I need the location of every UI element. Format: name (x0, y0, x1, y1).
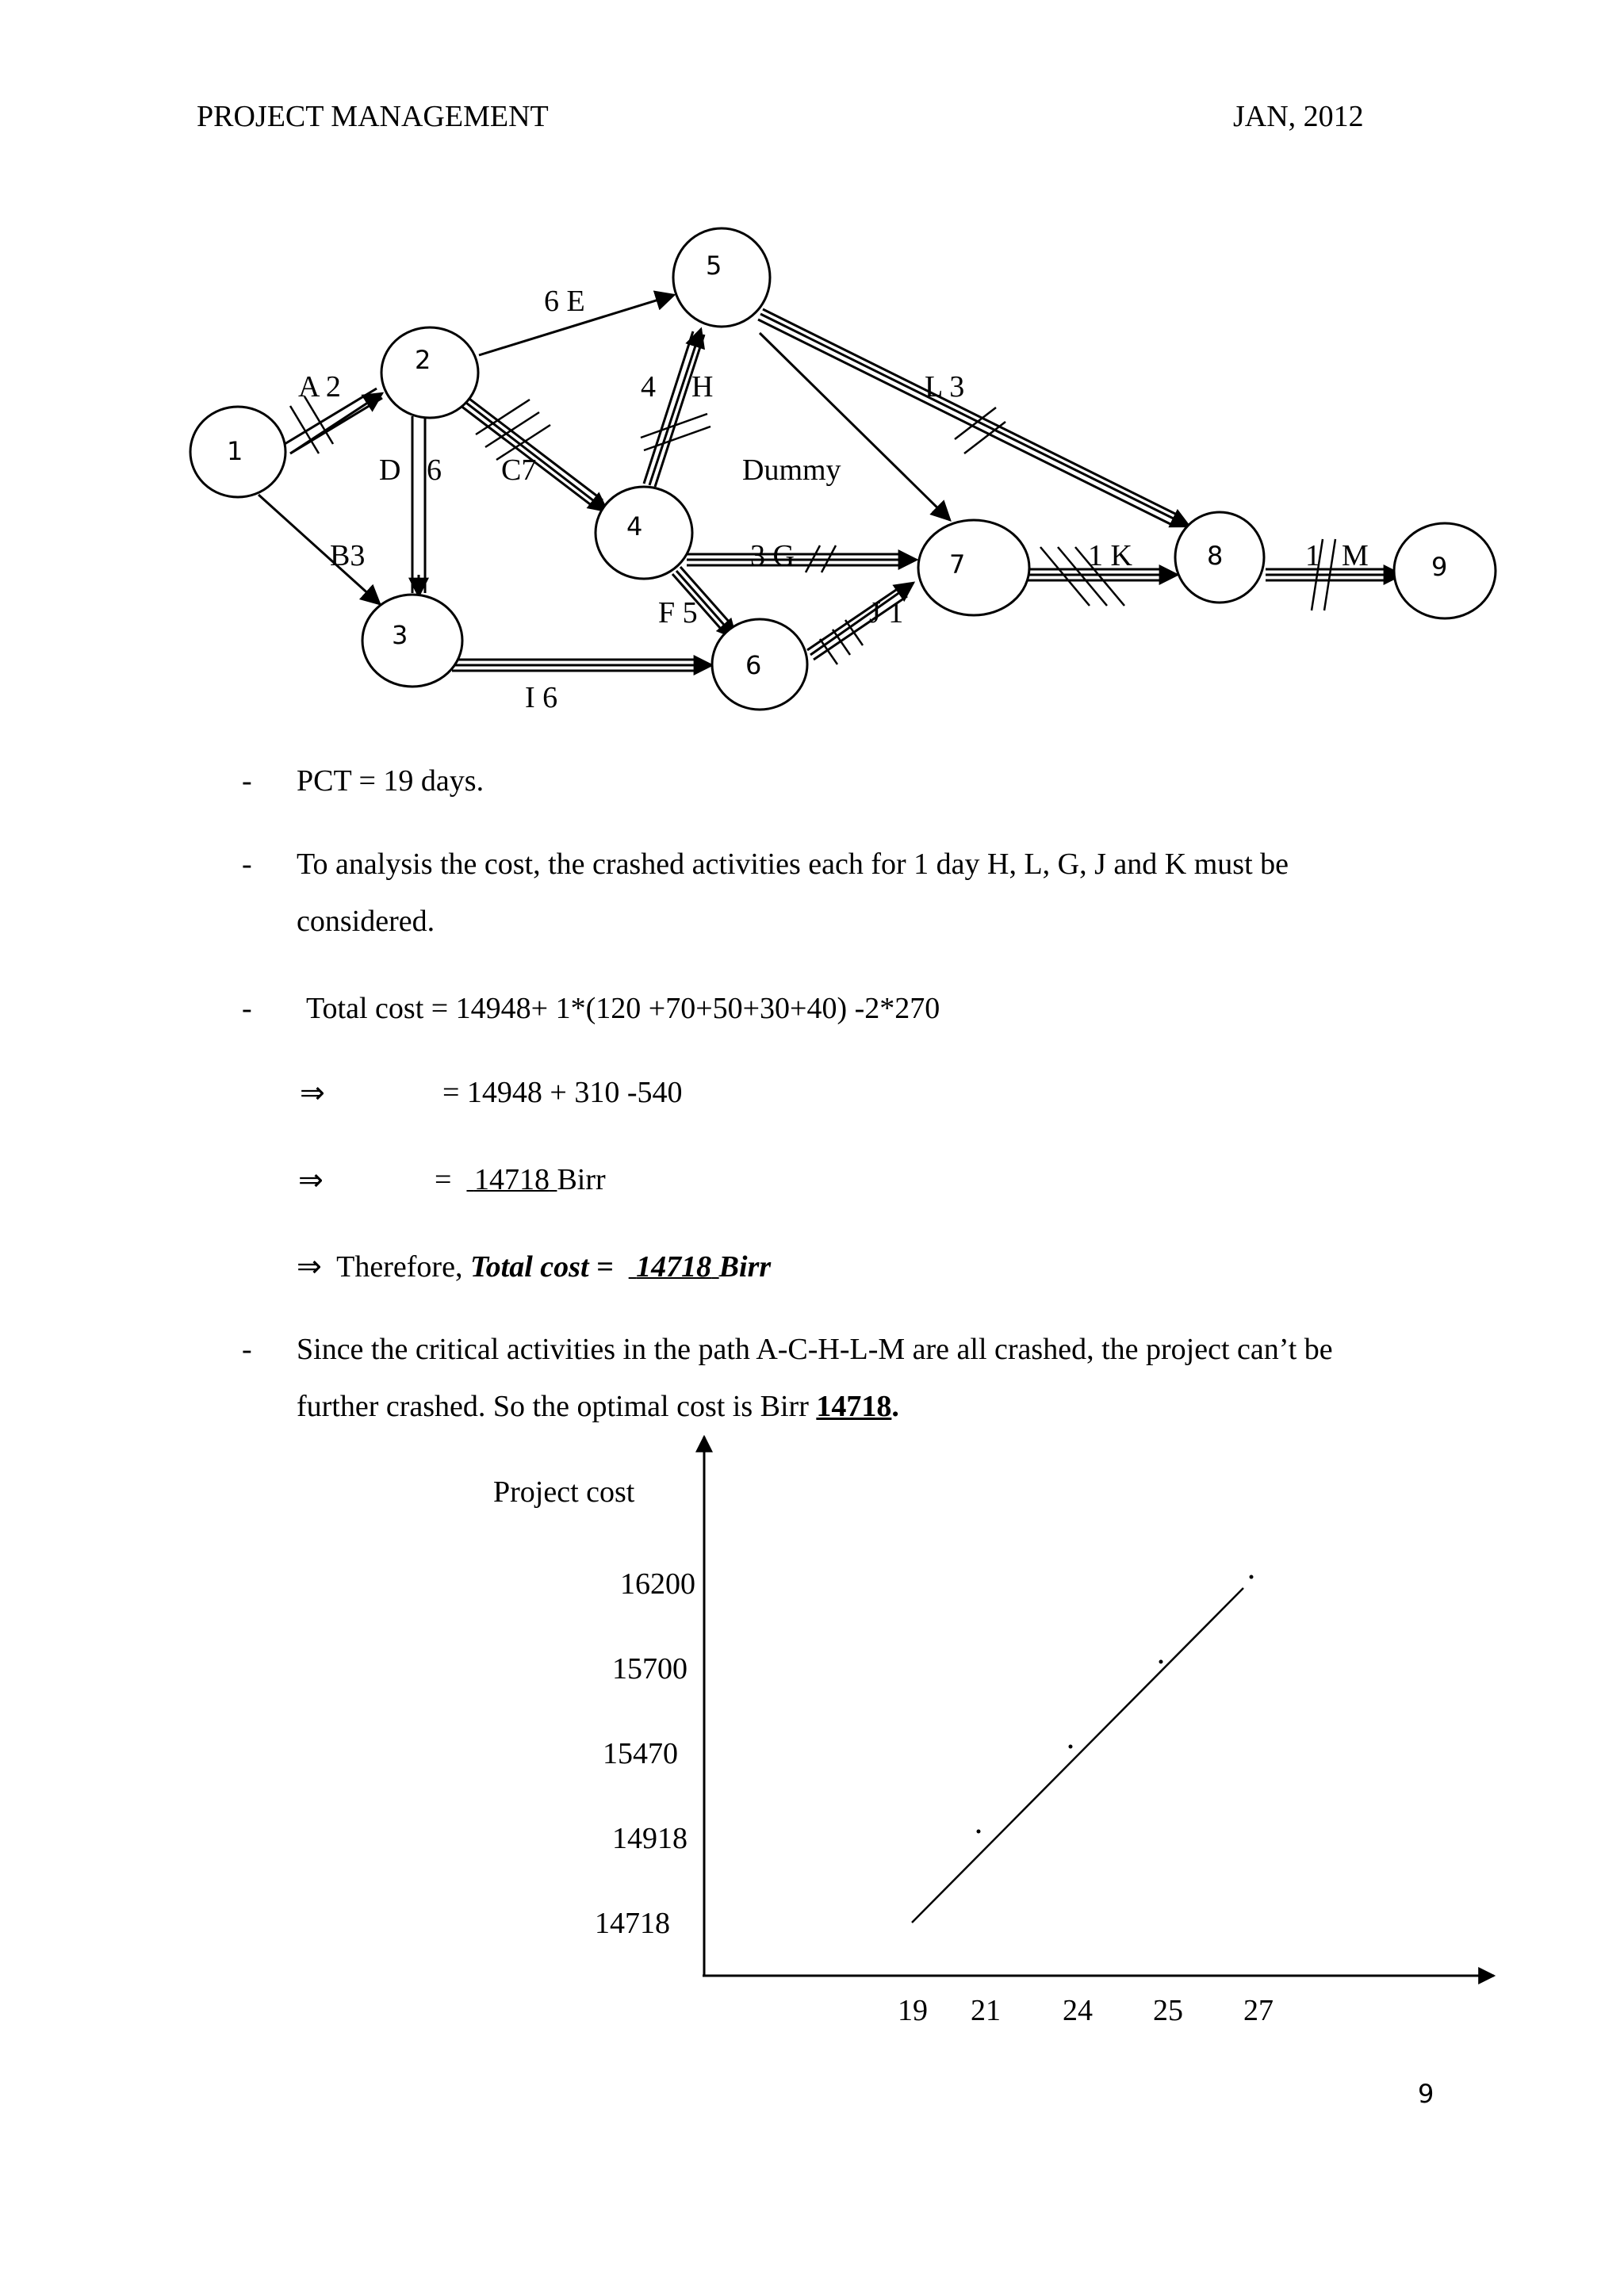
node-number: 4 (626, 511, 643, 541)
edge-g (687, 554, 917, 565)
edge-h (644, 329, 704, 487)
calc-line1: = 14948 + 310 -540 (442, 1076, 683, 1109)
total-cost-label: Total cost = (469, 1250, 614, 1284)
bullet-dash: - (242, 848, 252, 881)
activity-label-m-duration: 1 (1305, 539, 1320, 572)
activity-label-f: F 5 (658, 596, 698, 629)
series-line (912, 1588, 1243, 1923)
activity-label-j: J 1 (869, 596, 904, 629)
calc-line2 (435, 1162, 606, 1197)
y-tick-label: 14918 (612, 1822, 688, 1855)
node-3 (362, 595, 462, 687)
data-point (1159, 1660, 1163, 1664)
y-tick-label: 14718 (595, 1907, 670, 1940)
header-date: JAN, 2012 (1233, 100, 1364, 133)
x-tick-label: 25 (1153, 1994, 1183, 2027)
data-point (1069, 1745, 1073, 1749)
node-number: 9 (1431, 552, 1448, 582)
node-7 (918, 520, 1029, 615)
analysis-text-line1: To analysis the cost, the crashed activities each for 1 day H, L, G, J and K must be (297, 848, 1289, 881)
activity-label-c: C7 (501, 453, 537, 487)
project-cost-chart (0, 1427, 1624, 2045)
optimal-cost-value: 14718 (816, 1390, 892, 1423)
activity-label-e: 6 E (544, 285, 585, 318)
bullet-dash: - (242, 992, 252, 1025)
page-number: 9 (1418, 2079, 1434, 2109)
analysis-text-line2: considered. (297, 905, 435, 938)
node-number: 2 (415, 345, 431, 375)
activity-label-h-duration: 4 (641, 370, 656, 404)
activity-label-k: 1 K (1088, 539, 1132, 572)
calc-result-unit: Birr (557, 1163, 606, 1196)
edge-l (758, 309, 1189, 526)
conclusion-suffix: . (891, 1390, 899, 1423)
equals-sign: = (435, 1163, 452, 1196)
total-cost-unit: Birr (718, 1250, 772, 1284)
x-tick-label: 19 (898, 1994, 928, 2027)
bullet-dash: - (242, 764, 252, 798)
activity-label-m: M (1342, 539, 1369, 572)
node-number: 1 (227, 436, 243, 466)
project-network-diagram (0, 0, 1624, 761)
activity-label-d-duration: 6 (427, 453, 442, 487)
calc-result-value: 14718 (473, 1163, 550, 1196)
implies-symbol: ⇒ (298, 1162, 324, 1197)
therefore-text: Therefore, (336, 1250, 463, 1284)
x-tick-label: 27 (1243, 1994, 1274, 2027)
implies-symbol: ⇒ (297, 1249, 322, 1284)
x-tick-label: 21 (971, 1994, 1001, 2027)
node-number: 3 (392, 620, 408, 650)
bullet-dash: - (242, 1333, 252, 1366)
activity-label-l: L 3 (925, 370, 965, 404)
y-axis-label: Project cost (493, 1475, 635, 1509)
edge-m (1266, 569, 1402, 580)
node-number: 8 (1207, 541, 1224, 571)
dummy-label: Dummy (742, 453, 841, 487)
edge-i (452, 660, 712, 671)
node-number: 5 (706, 251, 722, 281)
header-title: PROJECT MANAGEMENT (197, 100, 549, 133)
y-tick-label: 15700 (612, 1652, 688, 1686)
y-tick-label: 16200 (620, 1567, 695, 1601)
data-point (977, 1830, 981, 1834)
total-cost-formula: Total cost = 14948+ 1*(120 +70+50+30+40) -2*270 (306, 992, 940, 1025)
activity-label-h: H (691, 370, 714, 404)
edge-d (412, 416, 425, 596)
node-number: 6 (745, 650, 762, 680)
data-point (1250, 1575, 1254, 1579)
node-number: 7 (949, 549, 966, 580)
activity-label-g: 3 G (750, 539, 795, 572)
pct-text: PCT = 19 days. (297, 764, 485, 798)
edge-c (457, 394, 607, 511)
node-4 (596, 487, 692, 579)
total-cost-value: 14718 (636, 1250, 712, 1284)
conclusion-line2 (297, 1389, 899, 1424)
conclusion-line1: Since the critical activities in the path A-C-H-L-M are all crashed, the project can’t be (297, 1333, 1333, 1366)
activity-label-b: B3 (330, 539, 366, 572)
activity-label-a: A 2 (298, 370, 341, 404)
x-tick-label: 24 (1063, 1994, 1093, 2027)
therefore-line (297, 1249, 771, 1284)
y-tick-label: 15470 (603, 1737, 678, 1770)
conclusion-prefix: further crashed. So the optimal cost is Birr (297, 1390, 809, 1423)
implies-symbol: ⇒ (300, 1075, 325, 1110)
activity-label-i: I 6 (525, 681, 558, 714)
activity-label-d: D (379, 453, 401, 487)
